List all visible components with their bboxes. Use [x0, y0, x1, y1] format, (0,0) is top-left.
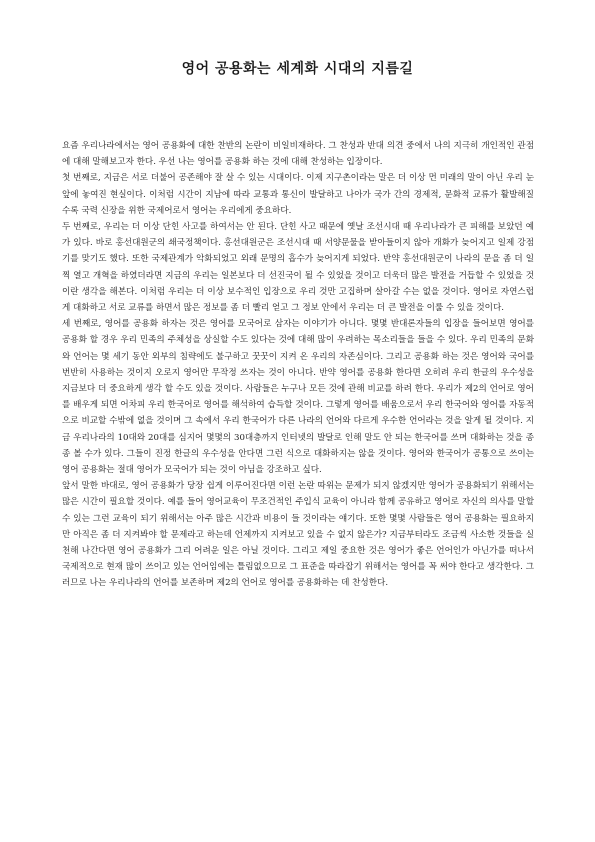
- paragraph-third-reason: 세 번째로, 영어를 공용화 하자는 것은 영어를 모국어로 삼자는 이야기가 아니다. 몇몇 반대론자들의 입장을 들어보면 영어를 공용화 할 경우 우리 민족의 주체성을 상실할 수도 있다는 것에 대해 많이 우려하는 목소리들을 들을 수 있다. 우리 민족의 문화와 언어는 몇 세기 동안 외부의 침략에도 불구하고 꿋꿋이 지켜 온 우리의 자존심이다. 그리고 공용화 하는 것은 영어와 국어를 번반히 사용하는 것이지 오로지 영어만 무작정 쓰자는 것이 아니다. 반약 영어를 공용화 한다면 오히려 우리 한글의 우수성을 지금보다 더 중요하게 생각 할 수도 있을 것이다. 사람들은 누구나 모든 것에 관해 비교를 하려 한다. 우리가 제2의 언어로 영어를 배우게 되면 어차피 우리 한국어로 영어를 해석하여 습득할 것이다. 그렇게 영어를 배움으로서 우리 한국어와 영어를 자동적으로 비교할 수밖에 없을 것이며 그 속에서 우리 한국어가 다른 나라의 언어와 다르게 우수한 언어라는 것을 알게 될 것이다. 지금 우리나라의 10대와 20대를 심지어 몇몇의 30대층까지 인터넷의 발달로 인해 말도 안 되는 한국어를 쓰며 대화하는 것을 종종 볼 수가 있다. 그들이 진정 한글의 우수성을 안다면 그런 식으로 대화하지는 않을 것이다. 영어와 한국어가 공통으로 쓰이는 영어 공용화는 절대 영어가 모국어가 되는 것이 아님을 강조하고 싶다.: [62, 319, 534, 476]
- paragraph-intro: 요즘 우리나라에서는 영어 공용화에 대한 찬반의 논란이 비일비재하다. 그 찬성과 반대 의견 중에서 나의 지극히 개인적인 관점에 대해 말해보고자 한다. 우선 나는 영어를 공용화 하는 것에 대해 찬성하는 입장이다.: [62, 141, 534, 168]
- paragraph-first-reason: 첫 번째로, 지금은 서로 더불어 공존해야 잘 살 수 있는 시대이다. 이제 지구촌이라는 말은 더 이상 먼 미래의 말이 아닌 우리 눈앞에 놓여진 현실이다. 이처럼 시간이 지남에 따라 교통과 통신이 발달하고 나아가 국가 간의 경제적, 문화적 교류가 활발해질수록 국력 신장을 위한 국제어로서 영어는 우리에게 중요하다.: [62, 173, 534, 216]
- paragraph-second-reason: 두 번째로, 우리는 더 이상 단힌 사고를 하여서는 안 된다. 단힌 사고 때문에 옛날 조선시대 때 우리나라가 큰 피해를 보았던 예가 있다. 바로 홍선대원군의 쇄국정책이다. 홍선대원군은 조선시대 때 서양문물을 받아들이지 않아 개화가 늦어지고 일제 강점기를 맞기도 했다. 또한 국제관계가 악화되었고 외래 문명의 흡수가 늦어지게 되었다. 반약 홍선대원군이 나라의 문을 좀 더 일찍 열고 개혁을 하였더라면 지금의 우리는 일본보다 더 선진국이 될 수 있었을 것이고 더욱더 많은 발전을 거듭할 수 있었을 것이란 생각을 해본다. 이처럼 우리는 더 이상 보수적인 입장으로 우리 것만 고집하며 살아갈 수는 없을 것이다. 영어로 자연스럽게 대화하고 서로 교류를 하면서 많은 정보를 좀 더 빨리 얻고 그 정보 안에서 우리는 더 큰 발전을 이룰 수 있을 것이다.: [62, 222, 534, 314]
- document-title: 영어 공용화는 세계화 시대의 지름길: [181, 61, 414, 77]
- document-body: [62, 138, 534, 592]
- paragraph-conclusion: 앞서 말한 바대로, 영어 공용화가 당장 쉽게 이루어진다면 이런 논란 따위는 문제가 되지 않겠지만 영어가 공용화되기 위해서는 많은 시간이 필요할 것이다. 예를 들어 영어교육이 무조건적인 주입식 교육이 아니라 함께 공유하고 영어로 자신의 의사를 말할 수 있는 그런 교육이 되기 위해서는 아주 많은 시간과 비용이 들 것이라는 얘기다. 또한 몇몇 사람들은 영어 공용화는 필요하지만 아직은 좀 더 지켜봐야 할 문제라고 하는데 언제까지 지켜보고 있을 수 없지 않은가? 지금부터라도 조금씩 사소한 것들을 실천해 나간다면 영어 공용화가 그리 어려운 일은 아닐 것이다. 그리고 제일 중요한 것은 영어가 좋은 언어인가 아닌가를 떠나서 국제적으로 현재 많이 쓰이고 있는 언어임에는 틀림없으므로 그 표준을 따라잡기 위해서는 영어를 꼭 써야 한다고 생각한다. 그러므로 나는 우리나라의 언어를 보존하며 제2의 언어로 영어를 공용화하는 데 찬성한다.: [62, 481, 534, 589]
